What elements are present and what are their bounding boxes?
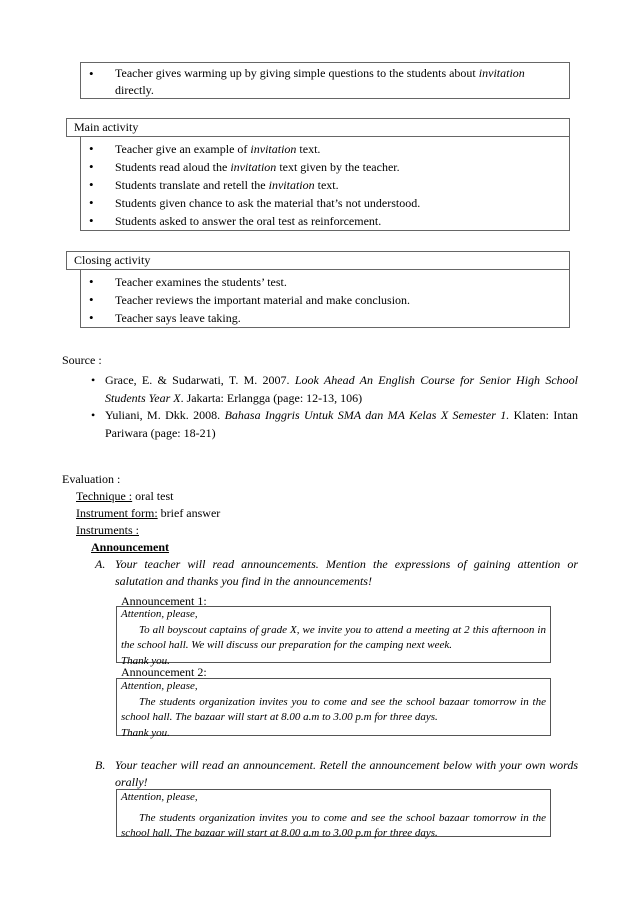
list-item: • Teacher reviews the important material and make conclusion. — [81, 291, 569, 309]
task-b-marker: B. — [95, 758, 106, 772]
list-item: • Teacher gives warming up by giving simple questions to the students about invitation directly. — [81, 65, 569, 99]
announcement-3-box — [116, 789, 551, 837]
list-item: • Teacher give an example of invitation text. — [81, 140, 569, 158]
source-item-2: • Yuliani, M. Dkk. 2008. Bahasa Inggris Untuk SMA dan MA Kelas X Semester 1. Klaten: Intan Pariwara (page: 18-21) — [91, 408, 579, 440]
announcement-2-body: The students organization invites you to come and see the school bazaar tomorrow in the school hall. The bazaar will start at 8.00 a.m to 3.00 p.m for three days. — [121, 695, 546, 723]
list-item: • Teacher examines the students’ test. — [81, 273, 569, 291]
list-item: • Teacher says leave taking. — [81, 309, 569, 327]
source-label: Source : — [62, 353, 102, 367]
list-item: • Students given chance to ask the material that’s not understood. — [81, 194, 569, 212]
main-activity-list — [81, 140, 569, 230]
list-item: • Students read aloud the invitation text given by the teacher. — [81, 158, 569, 176]
announcement-3-body: The students organization invites you to come and see the school bazaar tomorrow in the school hall. The bazaar will start at 8.00 a.m to 3.00 p.m for three days. — [121, 811, 546, 839]
announcement-2-box — [116, 678, 551, 739]
instrument-form-line: Instrument form: brief answer — [76, 506, 221, 520]
announcement-heading: Announcement — [91, 540, 170, 554]
task-b-text: Your teacher will read an announcement. Retell the announcement below with your own words orally! — [115, 758, 578, 789]
main-activity-box — [80, 136, 570, 231]
warmup-box — [80, 62, 570, 99]
announcement-2-greeting: Attention, please, — [121, 680, 198, 692]
announcement-3-greeting: Attention, please, — [121, 791, 198, 803]
announcement-2-closing: Thank you. — [121, 726, 170, 739]
closing-activity-title: Closing activity — [74, 253, 151, 267]
announcement-1-body: To all boyscout captains of grade X, we invite you to attend a meeting at 2 this afternoon in the school hall. We will discuss our preparation for the camping next week. — [121, 623, 546, 651]
main-activity-title: Main activity — [74, 120, 139, 134]
main-activity-header — [66, 118, 570, 137]
bullet: • — [91, 408, 96, 422]
announcement-1-greeting: Attention, please, — [121, 608, 198, 620]
closing-activity-list — [81, 273, 569, 327]
closing-activity-header — [66, 251, 570, 270]
source-item-1: • Grace, E. & Sudarwati, T. M. 2007. Look Ahead An English Course for Senior High School Students Year X. Jakarta: Erlangga (page: 12-13, 106) — [91, 373, 578, 405]
instruments-line: Instruments : — [76, 523, 139, 537]
announcement-1-closing: Thank you. — [121, 654, 170, 667]
list-item: • Students asked to answer the oral test as reinforcement. — [81, 212, 569, 230]
task-a-marker: A. — [95, 557, 106, 571]
announcement-2-label: Announcement 2: — [121, 665, 207, 679]
evaluation-label: Evaluation : — [62, 472, 121, 486]
announcement-1-box — [116, 606, 551, 667]
closing-activity-box — [80, 269, 570, 328]
technique-line: Technique : oral test — [76, 489, 174, 503]
warmup-list — [81, 65, 569, 99]
list-item: • Students translate and retell the invitation text. — [81, 176, 569, 194]
bullet: • — [91, 373, 96, 387]
task-a-text: Your teacher will read announcements. Mention the expressions of gaining attention or salutation and thanks you find in the announcements! — [115, 557, 578, 588]
announcement-1-label: Announcement 1: — [121, 594, 207, 608]
